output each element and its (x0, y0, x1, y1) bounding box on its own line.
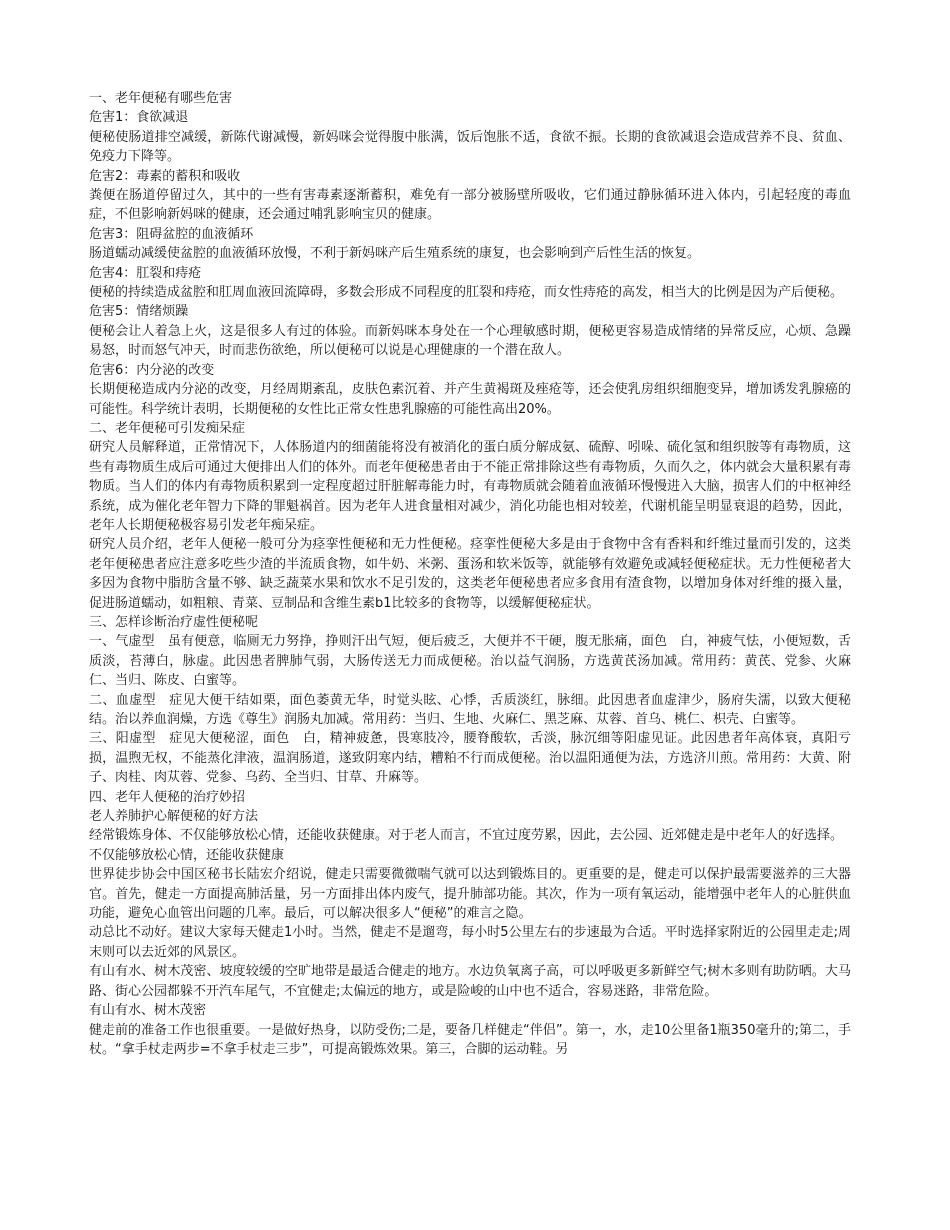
paragraph: 经常锻炼身体、不仅能够放松心情，还能收获健康。对于老人而言，不宜过度劳累，因此，去公园、近郊健走是中老年人的好选择。 (89, 828, 844, 844)
paragraph: 研究人员介绍，老年人便秘一般可分为痉挛性便秘和无力性便秘。痉挛性便秘大多是由于食物中含有香料和纤维过量而引发的，这类老年便秘患者应注意多吃些少渣的半流质食物，如牛奶、米粥、蛋汤和软米饭等，就能够有效避免或减轻便秘症状。无力性便秘者大多因为食物中脂肪含量不够、缺乏蔬菜水果和饮水不足引发的，这类老年便秘患者应多食用有渣食物，以增加身体对纤维的摄入量，促进肠道蠕动，如粗粮、青菜、豆制品和含维生素b1比较多的食物等，以缓解便秘症状。 (89, 537, 851, 611)
paragraph: 便秘会让人着急上火，这是很多人有过的体验。而新妈咪本身处在一个心理敏感时期，便秘更容易造成情绪的异常反应，心烦、急躁易怒，时而怒气冲天，时而悲伤欲绝，所以便秘可以说是心理健康的一个潜在敌人。 (89, 323, 851, 359)
paragraph: 便秘使肠道排空减缓，新陈代谢减慢，新妈咪会觉得腹中胀满，饭后饱胀不适，食欲不振。长期的食欲减退会造成营养不良、贫血、免疫力下降等。 (89, 129, 851, 165)
section-heading: 有山有水、树木茂密 (89, 1003, 207, 1019)
paragraph: 长期便秘造成内分泌的改变，月经周期紊乱，皮肤色素沉着、并产生黄褐斑及痤疮等，还会使乳房组织细胞变异，增加诱发乳腺癌的可能性。科学统计表明，长期便秘的女性比正常女性患乳腺癌的可能性高出20%。 (89, 382, 851, 417)
paragraph: 一、气虚型 虽有便意，临厕无力努挣，挣则汗出气短，便后疲乏，大便并不干硬，腹无胀痛，面色 白，神疲气怯，小便短数，舌质淡，苔薄白，脉虚。此因患者脾肺气弱，大肠传送无力而成便秘。治以益气润肠，方选黄芪汤加减。常用药：黄芪、党参、火麻仁、当归、陈皮、白蜜等。 (89, 634, 851, 689)
paragraph: 研究人员解释道，正常情况下，人体肠道内的细菌能将没有被消化的蛋白质分解成氨、硫醇、吲哚、硫化氢和组织胺等有毒物质，这些有毒物质生成后可通过大便排出人们的体外。而老年便秘患者由于不能正常排除这些有毒物质，久而久之，体内就会大量积累有毒物质。当人们的体内有毒物质积累到一定程度超过肝脏解毒能力时，有毒物质就会随着血液循环慢慢进入大脑，损害人们的中枢神经系统，成为催化老年智力下降的罪魁祸首。因为老年人进食量相对减少，消化功能也相对较差，代谢机能呈明显衰退的趋势，因此，老年人长期便秘极容易引发老年痴呆症。 (89, 440, 851, 533)
section-heading: 老人养肺护心解便秘的好方法 (89, 809, 259, 825)
paragraph: 动总比不动好。建议大家每天健走1小时。当然，健走不是遛弯，每小时5公里左右的步速最为合适。平时选择家附近的公园里走走;周末则可以去近郊的风景区。 (89, 925, 851, 960)
section-heading: 三、怎样诊断治疗虚性便秘呢 (89, 614, 259, 630)
section-heading: 二、老年便秘可引发痴呆症 (89, 420, 246, 436)
paragraph: 粪便在肠道停留过久，其中的一些有害毒素逐渐蓄积，难免有一部分被肠壁所吸收，它们通过静脉循环进入体内，引起轻度的毒血症，不但影响新妈咪的健康，还会通过哺乳影响宝贝的健康。 (89, 188, 851, 223)
paragraph: 便秘的持续造成盆腔和肛周血液回流障碍，多数会形成不同程度的肛裂和痔疮，而女性痔疮的高发，相当大的比例是因为产后便秘。 (89, 285, 844, 301)
section-heading: 不仅能够放松心情，还能收获健康 (89, 847, 285, 863)
paragraph: 二、血虚型 症见大便干结如栗，面色萎黄无华，时觉头眩、心悸，舌质淡红，脉细。此因患者血虚津少，肠府失濡，以致大便秘结。治以养血润燥，方选《尊生》润肠丸加减。常用药：当归、生地、火麻仁、黑芝麻、苁蓉、首乌、桃仁、枳壳、白蜜等。 (89, 692, 851, 727)
section-heading: 四、老年人便秘的治疗妙招 (89, 789, 246, 805)
paragraph: 肠道蠕动减缓使盆腔的血液循环放慢，不利于新妈咪产后生殖系统的康复，也会影响到产后性生活的恢复。 (89, 246, 701, 262)
section-heading: 危害2：毒素的蓄积和吸收 (89, 168, 241, 184)
document-body (89, 89, 851, 1059)
section-heading: 危害5：情绪烦躁 (89, 304, 189, 320)
paragraph: 世界徒步协会中国区秘书长陆宏介绍说，健走只需要微微喘气就可以达到锻炼目的。更重要的是，健走可以保护最需要滋养的三大器官。首先，健走一方面提高肺活量，另一方面排出体内废气，提升肺部功能。其次，作为一项有氧运动，能增强中老年人的心脏供血功能，避免心血管出问题的几率。最后，可以解决很多人“便秘”的难言之隐。 (89, 867, 851, 922)
section-heading: 一、老年便秘有哪些危害 (89, 91, 233, 106)
paragraph: 有山有水、树木茂密、坡度较缓的空旷地带是最适合健走的地方。水边负氧离子高，可以呼吸更多新鲜空气;树木多则有助防晒。大马路、街心公园都躲不开汽车尾气，不宜健走;太偏远的地方，或是险峻的山中也不适合，容易迷路，非常危险。 (89, 964, 851, 999)
section-heading: 危害3：阻碍盆腔的血液循环 (89, 226, 254, 242)
paragraph: 健走前的准备工作也很重要。一是做好热身，以防受伤;二是，要备几样健走“伴侣”。第一，水，走10公里备1瓶350毫升的;第二，手杖。“拿手杖走两步=不拿手杖走三步”，可提高锻炼效果。第三，合脚的运动鞋。另 (89, 1022, 851, 1057)
section-heading: 危害6：内分泌的改变 (89, 362, 215, 378)
section-heading: 危害4：肛裂和痔疮 (89, 265, 202, 281)
paragraph: 三、阳虚型 症见大便秘涩，面色 白，精神疲惫，畏寒肢冷，腰脊酸软，舌淡，脉沉细等阳虚见证。此因患者年高体衰，真阳亏损，温煦无权，不能蒸化津液，温润肠道，遂致阴寒内结，糟粕不行而成便秘。治以温阳通便为法，方选济川煎。常用药：大黄、附子、肉桂、肉苁蓉、党参、乌药、全当归、甘草、升麻等。 (89, 731, 851, 786)
section-heading: 危害1：食欲减退 (89, 110, 189, 126)
